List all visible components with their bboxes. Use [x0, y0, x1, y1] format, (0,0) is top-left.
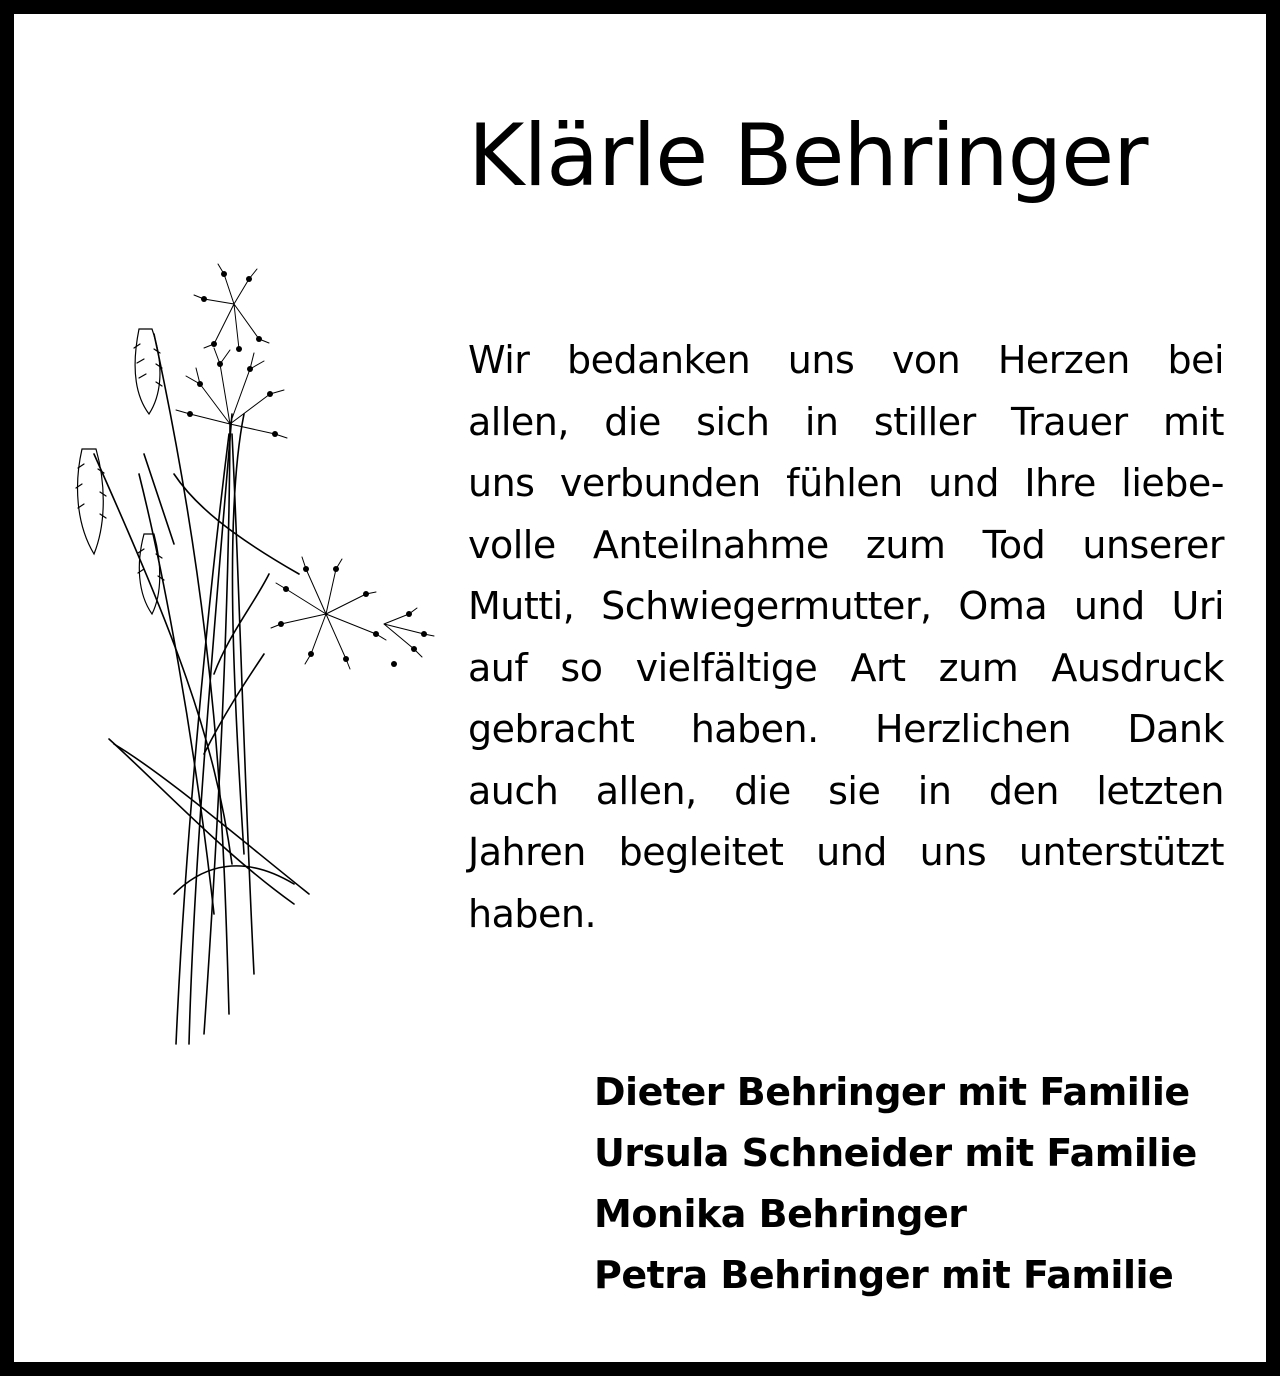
signer-name: Ursula Schneider mit Familie: [594, 1131, 1197, 1175]
message-line: uns verbunden fühlen und Ihre liebe-: [468, 461, 1224, 505]
deceased-name: Klärle Behringer: [468, 106, 1148, 206]
message-line: Wir bedanken uns von Herzen bei: [468, 338, 1224, 382]
grass-bouquet-icon: [54, 214, 444, 1054]
message-line: allen, die sich in stiller Trauer mit: [468, 399, 1224, 444]
message-line: gebracht haben. Herzlichen Dank: [468, 707, 1224, 751]
signer-name: Dieter Behringer mit Familie: [594, 1070, 1190, 1114]
message-line: haben.: [468, 891, 597, 936]
signer-name: Monika Behringer: [594, 1192, 967, 1236]
message-line: Mutti, Schwiegermutter, Oma und Uri: [468, 584, 1224, 628]
message-line: auch allen, die sie in den letzten: [468, 768, 1224, 813]
thank-you-message: [468, 330, 1224, 945]
signer-name: Petra Behringer mit Familie: [594, 1253, 1174, 1297]
message-line: auf so vielfältige Art zum Ausdruck: [468, 645, 1224, 690]
message-line: volle Anteilnahme zum Tod unserer: [468, 522, 1224, 567]
message-line: Jahren begleitet und uns unterstützt: [468, 830, 1224, 874]
signers-list: [594, 1062, 1244, 1306]
